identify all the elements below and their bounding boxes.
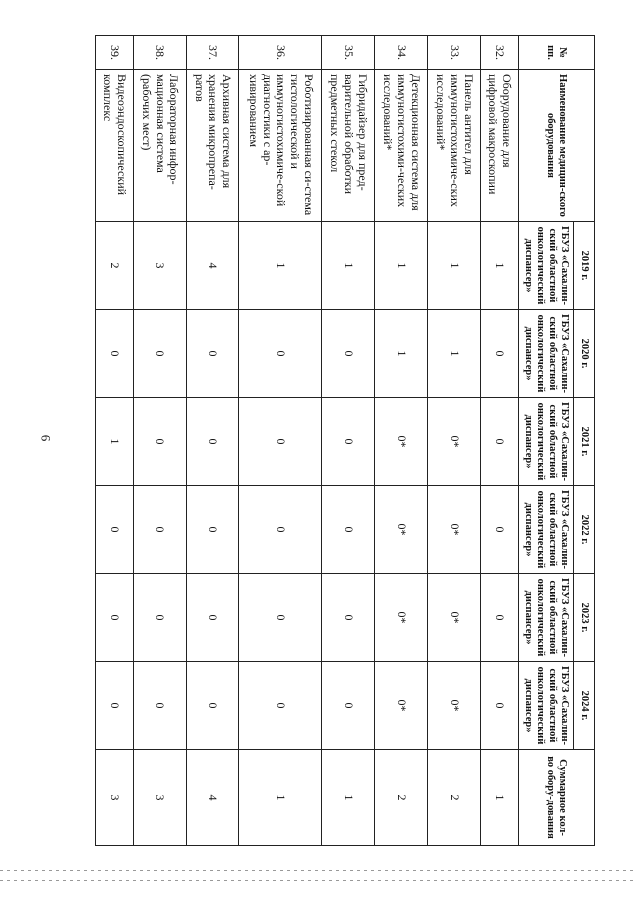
value-cell: 0 xyxy=(186,398,239,486)
value-cell: 0* xyxy=(428,662,481,750)
value-cell: 3 xyxy=(133,222,186,310)
value-cell: 0 xyxy=(133,310,186,398)
value-cell: 0 xyxy=(133,398,186,486)
equipment-name: Роботизированная си-стема гистологической и иммуногистохимиче-ской диагностики с ар-хивированием xyxy=(239,70,322,222)
table-row xyxy=(239,36,322,846)
table-row xyxy=(96,36,134,846)
equipment-table xyxy=(95,35,595,846)
table-row xyxy=(322,36,375,846)
header-org: ГБУЗ «Сахалин-ский областной онкологический диспансер» xyxy=(518,310,573,398)
value-cell: 0 xyxy=(480,486,518,574)
table-row xyxy=(480,36,518,846)
value-cell: 1 xyxy=(428,222,481,310)
value-cell: 0 xyxy=(239,398,322,486)
value-cell: 2 xyxy=(96,222,134,310)
value-cell: 1 xyxy=(480,222,518,310)
row-index: 33. xyxy=(428,36,481,70)
value-cell: 0 xyxy=(239,486,322,574)
row-index: 37. xyxy=(186,36,239,70)
total-cell: 2 xyxy=(375,750,428,846)
equipment-name: Лабораторная инфор-мационная система (рабочих мест) xyxy=(133,70,186,222)
row-index: 34. xyxy=(375,36,428,70)
header-org: ГБУЗ «Сахалин-ский областной онкологический диспансер» xyxy=(518,662,573,750)
value-cell: 0 xyxy=(480,662,518,750)
scan-artifact-line xyxy=(0,870,633,871)
header-year: 2023 г. xyxy=(574,574,595,662)
row-index: 36. xyxy=(239,36,322,70)
total-cell: 2 xyxy=(428,750,481,846)
value-cell: 0 xyxy=(322,662,375,750)
value-cell: 0 xyxy=(480,398,518,486)
table-row xyxy=(133,36,186,846)
total-cell: 1 xyxy=(480,750,518,846)
table-row xyxy=(186,36,239,846)
equipment-name: Оборудование для цифровой макроскопии xyxy=(480,70,518,222)
value-cell: 1 xyxy=(428,310,481,398)
equipment-name: Детекционная система для иммуногистохими-ческих исследований* xyxy=(375,70,428,222)
value-cell: 0 xyxy=(186,574,239,662)
value-cell: 0 xyxy=(239,574,322,662)
value-cell: 0* xyxy=(375,398,428,486)
header-year: 2019 г. xyxy=(574,222,595,310)
header-year: 2024 г. xyxy=(574,662,595,750)
row-index: 39. xyxy=(96,36,134,70)
value-cell: 0 xyxy=(96,662,134,750)
value-cell: 0 xyxy=(96,574,134,662)
row-index: 32. xyxy=(480,36,518,70)
value-cell: 0 xyxy=(186,486,239,574)
value-cell: 0 xyxy=(239,310,322,398)
value-cell: 0* xyxy=(375,486,428,574)
value-cell: 0* xyxy=(428,574,481,662)
value-cell: 1 xyxy=(239,222,322,310)
equipment-name: Архивная система для хранения микропрепа-ратов xyxy=(186,70,239,222)
value-cell: 0* xyxy=(375,662,428,750)
header-org: ГБУЗ «Сахалин-ский областной онкологический диспансер» xyxy=(518,222,573,310)
equipment-name: Видеоэндоскопический комплекс xyxy=(96,70,134,222)
header-org: ГБУЗ «Сахалин-ский областной онкологический диспансер» xyxy=(518,486,573,574)
value-cell: 0 xyxy=(322,574,375,662)
row-index: 35. xyxy=(322,36,375,70)
equipment-name: Панель антител для иммуногистохимиче-ских исследований* xyxy=(428,70,481,222)
header-year: 2020 г. xyxy=(574,310,595,398)
total-cell: 1 xyxy=(239,750,322,846)
scan-artifact-line xyxy=(0,880,633,881)
header-year: 2021 г. xyxy=(574,398,595,486)
value-cell: 1 xyxy=(96,398,134,486)
header-org: ГБУЗ «Сахалин-ский областной онкологический диспансер» xyxy=(518,574,573,662)
value-cell: 0* xyxy=(375,574,428,662)
value-cell: 1 xyxy=(375,222,428,310)
value-cell: 0 xyxy=(322,398,375,486)
total-cell: 1 xyxy=(322,750,375,846)
equipment-name: Гибридайзер для пред-варительной обработки предметных стекол xyxy=(322,70,375,222)
header-year: 2022 г. xyxy=(574,486,595,574)
header-idx: № пп. xyxy=(518,36,594,70)
value-cell: 0* xyxy=(428,486,481,574)
value-cell: 0 xyxy=(96,486,134,574)
page-number: 6 xyxy=(38,434,54,442)
value-cell: 0 xyxy=(480,310,518,398)
value-cell: 0 xyxy=(239,662,322,750)
total-cell: 4 xyxy=(186,750,239,846)
value-cell: 0 xyxy=(186,662,239,750)
header-total: Суммарное кол-во обору-дования xyxy=(518,750,594,846)
value-cell: 0 xyxy=(133,486,186,574)
rotated-table-wrapper xyxy=(95,35,595,845)
value-cell: 4 xyxy=(186,222,239,310)
total-cell: 3 xyxy=(96,750,134,846)
value-cell: 0 xyxy=(96,310,134,398)
table-row xyxy=(375,36,428,846)
value-cell: 0 xyxy=(186,310,239,398)
total-cell: 3 xyxy=(133,750,186,846)
header-name: Наименование медицин-ского оборудования xyxy=(518,70,594,222)
value-cell: 1 xyxy=(322,222,375,310)
value-cell: 0 xyxy=(480,574,518,662)
value-cell: 0 xyxy=(133,662,186,750)
value-cell: 1 xyxy=(375,310,428,398)
header-org: ГБУЗ «Сахалин-ский областной онкологический диспансер» xyxy=(518,398,573,486)
row-index: 38. xyxy=(133,36,186,70)
table-row xyxy=(428,36,481,846)
value-cell: 0 xyxy=(322,486,375,574)
value-cell: 0 xyxy=(322,310,375,398)
value-cell: 0 xyxy=(133,574,186,662)
value-cell: 0* xyxy=(428,398,481,486)
